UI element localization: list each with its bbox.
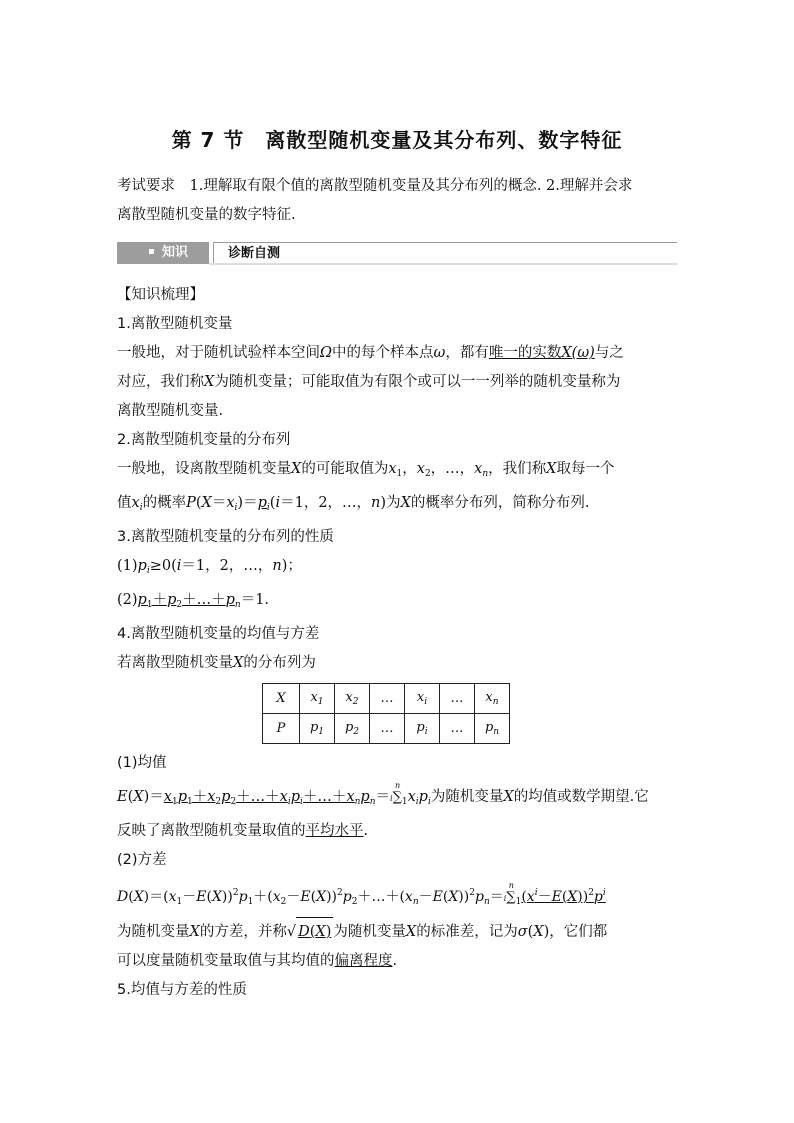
section-header: 【知识梳理】 <box>117 287 204 303</box>
s3-heading: 3.离散型随机变量的分布列的性质 <box>117 529 334 545</box>
knowledge-content <box>117 281 677 678</box>
section-banner <box>117 241 677 265</box>
s2-line1: 一般地，设离散型随机变量X的可能取值为$x_1$，$x_2$，…，$x_n$，我们称X取每一个 <box>117 461 615 479</box>
page-title: 第 7 节 离散型随机变量及其分布列、数字特征 <box>171 128 623 152</box>
variance-line3: 可以度量随机变量取值与其均值的偏离程度. <box>117 953 398 969</box>
exam-requirements: 考试要求 1.理解取有限个值的离散型随机变量及其分布列的概念. 2.理解并会求 离散型随机变量的数字特征. <box>117 178 633 223</box>
s4-heading: 4.离散型随机变量的均值与方差 <box>117 626 320 642</box>
table-row: X $x_1$ $x_2$ … $x_i$ … $x_n$ <box>263 684 510 714</box>
mean-formula: $E(X)=x_1p_1+x_2p_2+\dots+x_ip_i+\dots+x_np_n=$ n $i\sum_1x_ip_i$为随机变量X的均值或数学期望.它 <box>117 781 649 807</box>
s3-property-1: $(1)p_i\ge 0(i=1$，2，…，n)； <box>117 558 302 576</box>
s2-heading: 2.离散型随机变量的分布列 <box>117 432 291 448</box>
banner-divider <box>209 263 677 265</box>
square-bullet-icon <box>149 249 154 254</box>
variance-formula: $D(X)=(x_1-E(X))^2p_1+(x_2-E(X))^2p_2+\dots+(x_n-E(X))^2p_n=$ n $i\sum_1(x^i-E(X))^2p^i$ <box>117 881 606 907</box>
s2-line2: 值$x_i$的概率$P(X=x_i)=p_i(i=1$，2，…，n)为X的概率分布列，简称分布列. <box>117 495 590 513</box>
s1-heading: 1.离散型随机变量 <box>117 316 233 332</box>
mean-variance-content <box>117 749 677 1005</box>
banner-diagnosis-label: 诊断自测 <box>213 242 677 263</box>
variance-line2: 为随机变量X的方差，并称√ D(X) 为随机变量X的标准差，记为σ(X)，它们都 <box>117 917 677 947</box>
s1-line2: 对应，我们称X为随机变量；可能取值为有限个或可以一一列举的随机变量称为 <box>117 374 621 390</box>
distribution-table <box>262 683 510 744</box>
banner-knowledge-tag: 知识 <box>117 242 209 264</box>
s1-line3: 离散型随机变量. <box>117 403 224 419</box>
s1-line1: 一般地，对于随机试验样本空间Ω中的每个样本点ω，都有唯一的实数X(ω)与之 <box>117 345 624 361</box>
variance-heading: (2)方差 <box>117 852 167 868</box>
mean-heading: (1)均值 <box>117 755 167 771</box>
mean-line2: 反映了离散型随机变量取值的平均水平. <box>117 823 369 839</box>
table-row: P $p_1$ $p_2$ … $p_i$ … $p_n$ <box>263 714 510 744</box>
s4-intro: 若离散型随机变量X的分布列为 <box>117 655 316 671</box>
s5-heading: 5.均值与方差的性质 <box>117 982 247 998</box>
s3-property-2: $(2)p_1+p_2+\dots+p_n=1$. <box>117 592 270 610</box>
